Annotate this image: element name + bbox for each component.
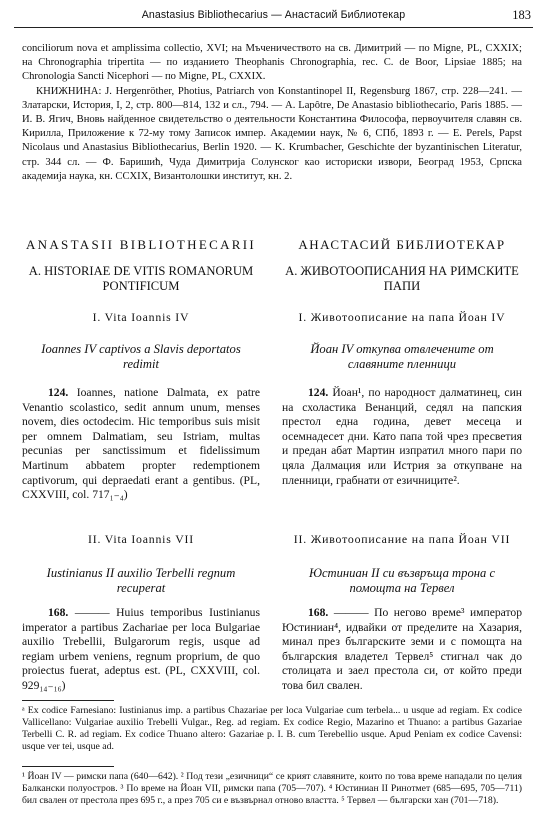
bulgarian-paragraph-number-124: 124. <box>308 386 329 399</box>
editions-paragraph: conciliorum nova et amplissima collectio, XVI; на Мъченичеството на св. Димитрий — по Migne, PL, CXXIX; на Chronographia tripertita — по изданието Theophanis Chronographia, rec. C. de Boor, Lipsiae 1885; на Chronologia Sancti Nicephori — по Migne, PL, CXXIX. <box>22 43 522 83</box>
latin-caption-2: Iustinianus II auxilio Terbelli regnum recuperat <box>46 566 236 595</box>
bulgarian-paragraph-168 <box>282 606 522 694</box>
latin-paragraph-168 <box>22 606 260 694</box>
bulgarian-paragraph-124 <box>282 386 522 488</box>
bulgarian-text-168: ——— По негово време³ император Юстиниан⁴, идвайки от пределите на Хазария, минал през българските земи и с помощта на българския владетел Тервел⁵ стигнал чак до столицата и заел престола си, от който преди това бил свален. <box>282 606 522 692</box>
bulgarian-caption-1: Йоан IV откупва отвлечените от славяните пленници <box>310 342 494 371</box>
bulgarian-vita-1-title: I. Животоописание на папа Йоан IV <box>298 310 506 324</box>
bulgarian-vita-2-title: II. Животоописание на папа Йоан VII <box>293 532 511 546</box>
apparatus-note-a: ᵃ Ex codice Farnesiano: Iustinianus imp. a partibus Chazariae per loca Vulgariae cum terbela... u usque ad regiam. Ex codice Vallicellano: Vulgariae auxilio Trebelli Vulgar., Reg. ad regiam. Ex codice Regio, Mazarino et Thuano: a partibus Gazariae Terbelli C. R. ad regiam. Ex codice Thuano altero: Gazariae p. I. B. cum Terebellio usque. Apud Peniam ex codice Cavensi: usque ver tei, usque ad. <box>22 705 522 753</box>
header-rule <box>14 27 533 28</box>
bibliography-block <box>22 42 522 184</box>
latin-paragraph-number-168: 168. <box>48 606 69 619</box>
latin-text-124: Ioannes, natione Dalmata, ex patre Venantio scolastico, sedit annum unum, menses novem, dies octodecim. Hic temporibus suis misit per omnem Dalmatiam, seu Istriam, multas pecunias per sanctissimum et fidelissimum Martinum abbatem propter redemptionem captivorum, qui depraedati erant a gentibus. (PL, CXXVIII, col. 717₁₋₄) <box>22 386 260 502</box>
bulgarian-paragraph-number-168: 168. <box>308 606 329 619</box>
bulgarian-footnote-rule <box>22 766 114 767</box>
literature-paragraph: КНИЖНИНА: J. Hergenröther, Photius, Patriarch von Konstantinopel II, Regensburg 1867, стр. 228—241. — Златарски, История, I, 2, стр. 800—814, 132 и сл., 794. — A. Lapôtre, De Anastasio bibliothecario, Paris 1885. — И. В. Ягич, Вновь найденное свидетельство о деятельности Константина Философа, первоучителя славян св. Кирилла, Приложение к 72-му тому Записок импер. Академии наук, № 6, СПб, 1893 г. — E. Perels, Papst Nicolaus und Anastasius Bibliothecarius, Berlin 1920. — K. Krumbacher, Geschichte der byzantinischen Literatur, стр. 344 сл. — Ф. Баришић, Чуда Димитрија Солунског као историски извори, Београд 1953, Српска академија наука, кн. CCXIX, Византолошки институт, кн. 2. <box>22 85 522 182</box>
bulgarian-column <box>282 237 522 692</box>
latin-vita-1-title: I. Vita Ioannis IV <box>92 310 190 324</box>
latin-vita-2-block <box>22 532 260 694</box>
running-head <box>0 7 547 25</box>
bulgarian-section-title: A. ЖИВОТООПИСАНИЯ НА РИМСКИТЕ ПАПИ <box>285 264 519 293</box>
latin-paragraph-124 <box>22 386 260 503</box>
bulgarian-column-heading: АНАСТАСИЙ БИБЛИОТЕКАР <box>298 237 506 252</box>
latin-text-168: ——— Huius temporibus Iustinianus imperator a partibus Zachariae per loca Bulgariae auxilio Trebellii, Bulgarorum regis, usque ad regiam urbem veniens, regnum proprium, de quo proiectus fuerat, adeptus est. (PL, CXXVIII, col. 929₁₄₋₁₆) <box>22 606 260 692</box>
footnotes-1-5: ¹ Йоан IV — римски папа (640—642). ² Под тези „езичници“ се крият славяните, които по това време нападали по целия Балкански полуостров. ³ По време на Йоан VII, римски папа (705—707). ⁴ Юстиниан II Ринотмет (685—695, 705—711) бил свален от престола през 695 г., а през 705 си е възвърнал отново властта. ⁵ Тервел — български хан (701—718). <box>22 771 522 807</box>
latin-apparatus <box>22 705 522 753</box>
latin-paragraph-number-124: 124. <box>48 386 69 399</box>
latin-footnote-rule <box>22 700 114 701</box>
latin-column <box>22 237 260 692</box>
bulgarian-text-124: Йоан¹, по народност далматинец, син на схоластика Венанций, седял на папския престол една година, девет месеца и осемнадесет дни. Като папа той чрез пресветия и предан абат Мартин изпратил много пари по цяла Далмация или Истрия за откупване на пленници, грабнати от езичниците². <box>282 386 522 487</box>
bulgarian-vita-2-block <box>282 532 522 694</box>
latin-section-title: A. HISTORIAE DE VITIS ROMANORUM PONTIFICUM <box>28 264 254 293</box>
bulgarian-caption-2: Юстиниан II си възвръща трона с помощта на Тервел <box>308 566 496 595</box>
page-number: 183 <box>512 8 531 22</box>
bulgarian-footnotes <box>22 771 522 808</box>
latin-column-heading: ANASTASII BIBLIOTHECARII <box>25 237 256 252</box>
running-head-title: Anastasius Bibliothecarius — Анастасий Библиотекар <box>141 9 406 21</box>
latin-vita-2-title: II. Vita Ioannis VII <box>88 532 194 546</box>
latin-caption-1: Ioannes IV captivos a Slavis deportatos redimit <box>41 342 241 371</box>
